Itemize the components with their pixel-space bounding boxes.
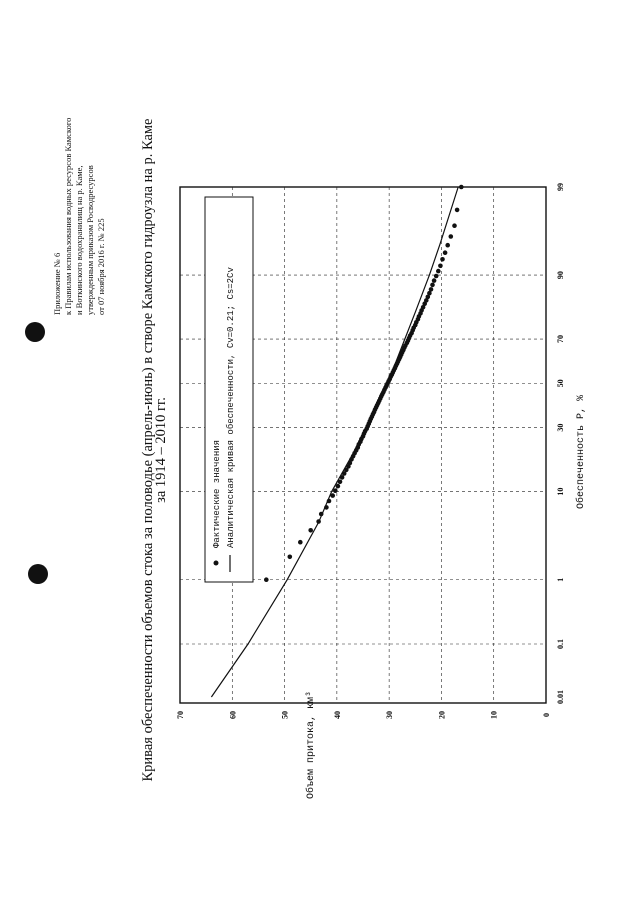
x-tick-label: 30	[556, 423, 565, 432]
data-point	[333, 488, 338, 493]
y-tick-label: 0	[542, 713, 551, 717]
y-axis-label: Объем притока, км³	[306, 690, 317, 800]
appendix-line: от 07 ноября 2016 г. № 225	[96, 218, 106, 315]
x-tick-label: 70	[556, 335, 565, 344]
data-point	[308, 528, 313, 533]
y-tick-label: 70	[176, 711, 185, 719]
data-point	[434, 274, 439, 279]
x-tick-label: 0.1	[556, 639, 565, 650]
data-point	[429, 287, 434, 292]
data-point	[340, 475, 345, 480]
data-point	[298, 540, 303, 545]
y-tick-label: 40	[332, 711, 342, 719]
data-point	[452, 223, 457, 228]
data-point	[438, 264, 443, 269]
data-point	[319, 512, 324, 517]
data-point	[436, 269, 441, 274]
data-point	[455, 208, 460, 213]
data-point	[459, 185, 464, 190]
data-point	[440, 257, 445, 262]
y-tick-label: 60	[228, 711, 238, 719]
data-point	[443, 250, 448, 255]
data-point	[324, 505, 329, 510]
x-tick-label: 90	[556, 271, 565, 280]
data-point	[327, 499, 332, 504]
data-point	[316, 519, 321, 524]
y-tick-label: 10	[489, 711, 499, 719]
legend-dot-marker	[214, 561, 219, 566]
data-point	[264, 577, 269, 582]
legend	[205, 197, 253, 582]
y-tick-label: 20	[437, 711, 447, 719]
data-point	[330, 493, 335, 498]
chart-subtitle: за 1914 – 2010 гг.	[153, 397, 169, 503]
y-tick-label: 50	[280, 711, 290, 719]
x-tick-label: 0.01	[556, 690, 565, 704]
appendix-header	[52, 118, 106, 315]
data-point	[430, 283, 435, 288]
chart-title: Кривая обеспеченности объемов стока за половодье (апрель-июнь) в створе Камского гидроузла на р. Каме	[140, 118, 156, 782]
appendix-line: к Правилам использования водных ресурсов Камского	[63, 117, 73, 315]
data-point	[449, 234, 454, 239]
data-point	[338, 480, 343, 485]
y-tick-label: 30	[385, 711, 395, 719]
data-point	[445, 243, 450, 248]
appendix-line: Приложение № 6	[52, 252, 62, 315]
x-tick-label: 10	[556, 487, 565, 496]
appendix-line: утвержденным приказом Росводресурсов	[85, 165, 95, 315]
x-tick-label: 99	[556, 183, 565, 191]
legend-label-curve: Аналитическая кривая обеспеченности, Cv=0.21; Cs=2Cv	[226, 267, 236, 548]
data-point	[432, 278, 437, 283]
x-tick-label: 1	[556, 577, 565, 582]
appendix-line: и Воткинского водохранилищ на р. Каме,	[74, 165, 84, 315]
x-axis-label: Обеспеченность P, %	[576, 394, 587, 510]
data-point	[336, 484, 341, 489]
legend-label-points: Фактические значения	[212, 439, 222, 548]
x-tick-label: 50	[556, 379, 565, 388]
data-point	[288, 555, 293, 560]
